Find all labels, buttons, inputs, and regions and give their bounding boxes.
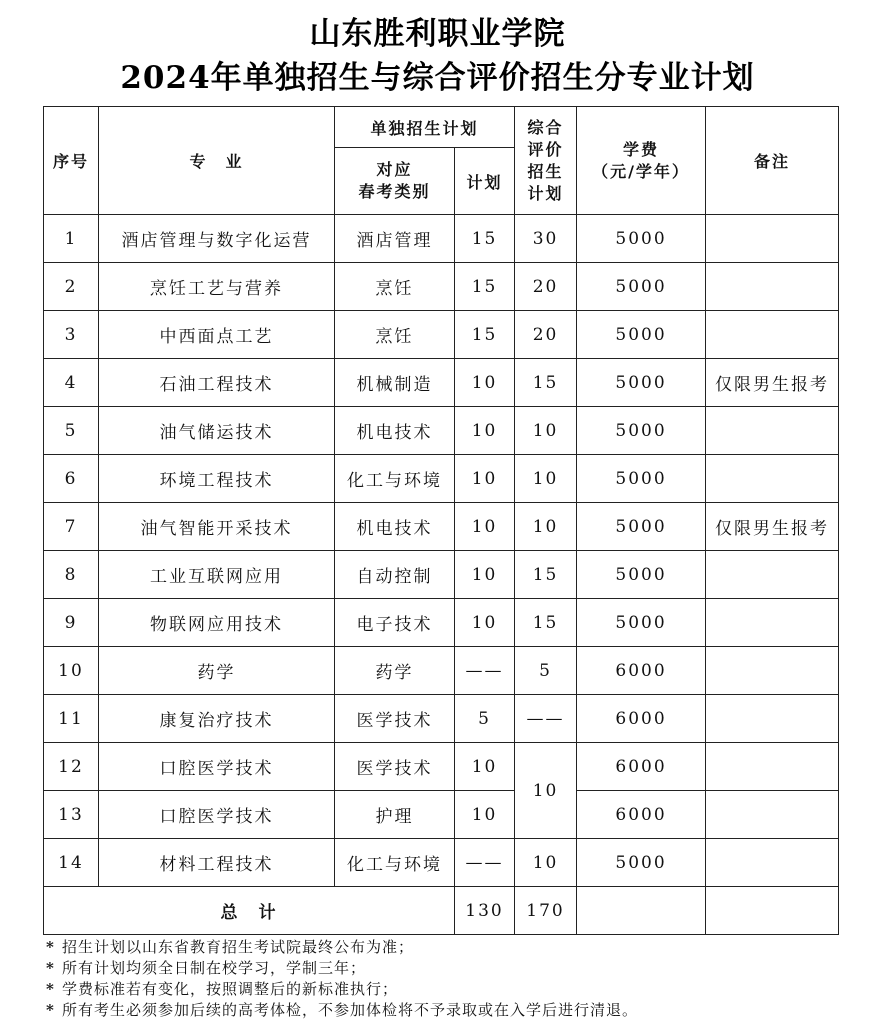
cell-comprehensive: ——	[515, 695, 577, 743]
cell-seq: 10	[44, 647, 99, 695]
header-single-plan: 单独招生计划	[335, 107, 515, 148]
cell-category: 自动控制	[335, 551, 455, 599]
cell-comprehensive: 30	[515, 215, 577, 263]
cell-remark	[706, 455, 839, 503]
table-row	[44, 839, 839, 887]
cell-major: 工业互联网应用	[99, 551, 335, 599]
cell-major: 油气智能开采技术	[99, 503, 335, 551]
cell-seq: 5	[44, 407, 99, 455]
cell-seq: 1	[44, 215, 99, 263]
cell-category: 机械制造	[335, 359, 455, 407]
cell-category: 医学技术	[335, 695, 455, 743]
cell-plan: 10	[455, 599, 515, 647]
cell-category: 酒店管理	[335, 215, 455, 263]
header-seq: 序号	[44, 107, 99, 215]
cell-comprehensive: 5	[515, 647, 577, 695]
cell-category: 机电技术	[335, 503, 455, 551]
cell-plan: 10	[455, 743, 515, 791]
cell-remark	[706, 791, 839, 839]
cell-comprehensive: 15	[515, 551, 577, 599]
footnote: * 所有计划均须全日制在校学习，学制三年；	[46, 959, 367, 977]
total-plan: 130	[455, 887, 515, 935]
total-label: 总 计	[44, 887, 455, 935]
cell-comprehensive: 15	[515, 599, 577, 647]
table-row	[44, 407, 839, 455]
table-row	[44, 647, 839, 695]
cell-seq: 12	[44, 743, 99, 791]
cell-comprehensive: 10	[515, 503, 577, 551]
cell-seq: 13	[44, 791, 99, 839]
cell-seq: 11	[44, 695, 99, 743]
cell-remark	[706, 407, 839, 455]
cell-category: 化工与环境	[335, 839, 455, 887]
total-row	[44, 887, 839, 935]
cell-remark	[706, 647, 839, 695]
table-row	[44, 311, 839, 359]
total-comprehensive: 170	[515, 887, 577, 935]
cell-fee: 5000	[577, 503, 706, 551]
asterisk-marker: *	[46, 959, 55, 977]
cell-comprehensive: 10	[515, 407, 577, 455]
table-row	[44, 695, 839, 743]
header-remark: 备注	[706, 107, 839, 215]
cell-seq: 2	[44, 263, 99, 311]
cell-major: 康复治疗技术	[99, 695, 335, 743]
cell-comprehensive: 10	[515, 455, 577, 503]
header-major: 专 业	[99, 107, 335, 215]
cell-fee: 5000	[577, 215, 706, 263]
cell-major: 物联网应用技术	[99, 599, 335, 647]
cell-plan: ——	[455, 647, 515, 695]
footnote: * 学费标准若有变化，按照调整后的新标准执行；	[46, 980, 399, 998]
cell-remark	[706, 215, 839, 263]
header-spring-category: 对应 春考类别	[335, 148, 455, 215]
cell-plan: 10	[455, 791, 515, 839]
cell-remark: 仅限男生报考	[706, 359, 839, 407]
cell-plan: 15	[455, 311, 515, 359]
cell-major: 材料工程技术	[99, 839, 335, 887]
cell-plan: 15	[455, 215, 515, 263]
cell-remark	[706, 743, 839, 791]
cell-category: 化工与环境	[335, 455, 455, 503]
cell-plan: 10	[455, 503, 515, 551]
cell-plan: 10	[455, 551, 515, 599]
cell-fee: 5000	[577, 455, 706, 503]
table-row	[44, 551, 839, 599]
cell-seq: 6	[44, 455, 99, 503]
cell-seq: 8	[44, 551, 99, 599]
cell-seq: 9	[44, 599, 99, 647]
cell-fee: 5000	[577, 311, 706, 359]
cell-major: 口腔医学技术	[99, 743, 335, 791]
asterisk-marker: *	[46, 1001, 55, 1019]
page-title-line1: 山东胜利职业学院	[309, 16, 566, 52]
cell-remark: 仅限男生报考	[706, 503, 839, 551]
total-remark-empty	[706, 887, 839, 935]
cell-comprehensive: 20	[515, 311, 577, 359]
asterisk-marker: *	[46, 938, 55, 956]
cell-category: 烹饪	[335, 311, 455, 359]
cell-remark	[706, 311, 839, 359]
cell-fee: 5000	[577, 599, 706, 647]
cell-fee: 5000	[577, 839, 706, 887]
cell-major: 烹饪工艺与营养	[99, 263, 335, 311]
cell-fee: 5000	[577, 263, 706, 311]
cell-seq: 4	[44, 359, 99, 407]
cell-major: 药学	[99, 647, 335, 695]
header-plan: 计划	[455, 148, 515, 215]
cell-plan: 15	[455, 263, 515, 311]
table-row	[44, 599, 839, 647]
total-fee-empty	[577, 887, 706, 935]
cell-major: 酒店管理与数字化运营	[99, 215, 335, 263]
table-row	[44, 791, 839, 839]
cell-major: 口腔医学技术	[99, 791, 335, 839]
header-comprehensive: 综合 评价 招生 计划	[515, 107, 577, 215]
cell-fee: 5000	[577, 407, 706, 455]
cell-fee: 5000	[577, 551, 706, 599]
header-tuition: 学费 （元/学年）	[577, 107, 706, 215]
cell-fee: 5000	[577, 359, 706, 407]
cell-comprehensive: 20	[515, 263, 577, 311]
cell-plan: 10	[455, 407, 515, 455]
cell-category: 护理	[335, 791, 455, 839]
cell-category: 烹饪	[335, 263, 455, 311]
cell-plan: 10	[455, 359, 515, 407]
cell-fee: 6000	[577, 743, 706, 791]
cell-plan: 10	[455, 455, 515, 503]
table-row	[44, 503, 839, 551]
cell-category: 机电技术	[335, 407, 455, 455]
cell-category: 药学	[335, 647, 455, 695]
cell-category: 医学技术	[335, 743, 455, 791]
footnote: * 招生计划以山东省教育招生考试院最终公布为准；	[46, 938, 415, 956]
cell-fee: 6000	[577, 647, 706, 695]
cell-remark	[706, 695, 839, 743]
page-title-line2: 2024年单独招生与综合评价招生分专业计划	[120, 60, 755, 96]
footnotes	[46, 937, 866, 1021]
cell-seq: 3	[44, 311, 99, 359]
table-row	[44, 215, 839, 263]
cell-plan: 5	[455, 695, 515, 743]
cell-plan: ——	[455, 839, 515, 887]
cell-major: 环境工程技术	[99, 455, 335, 503]
table-row	[44, 455, 839, 503]
cell-major: 石油工程技术	[99, 359, 335, 407]
cell-comprehensive: 10	[515, 839, 577, 887]
table-row	[44, 263, 839, 311]
cell-major: 中西面点工艺	[99, 311, 335, 359]
cell-fee: 6000	[577, 695, 706, 743]
cell-category: 电子技术	[335, 599, 455, 647]
cell-major: 油气储运技术	[99, 407, 335, 455]
cell-fee: 6000	[577, 791, 706, 839]
asterisk-marker: *	[46, 980, 55, 998]
enrollment-plan-table	[43, 106, 839, 935]
cell-remark	[706, 551, 839, 599]
table-row	[44, 359, 839, 407]
table-row	[44, 743, 839, 791]
cell-remark	[706, 839, 839, 887]
cell-remark	[706, 599, 839, 647]
cell-comprehensive: 15	[515, 359, 577, 407]
cell-seq: 7	[44, 503, 99, 551]
cell-seq: 14	[44, 839, 99, 887]
cell-comprehensive-merged: 10	[515, 743, 577, 839]
footnote: * 所有考生必须参加后续的高考体检，不参加体检将不予录取或在入学后进行清退。	[46, 1001, 639, 1019]
cell-remark	[706, 263, 839, 311]
